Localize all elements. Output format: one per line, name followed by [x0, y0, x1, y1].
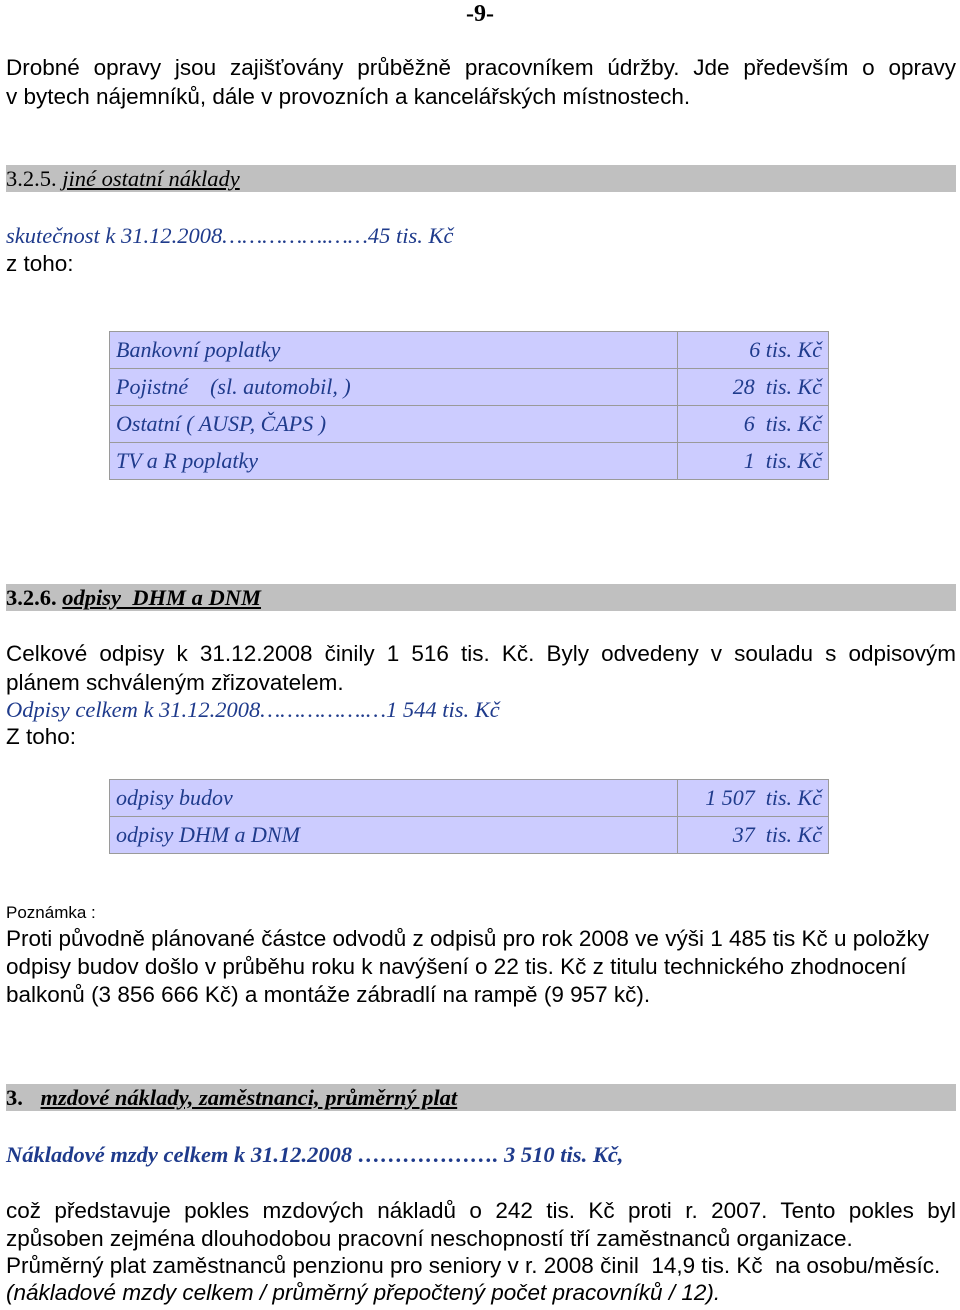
- intro-line-2: v bytech nájemníků, dále v provozních a kancelářských místnostech.: [6, 84, 691, 109]
- section-326-line-1: Celkové odpisy k 31.12.2008 činily 1 516 tis. Kč. Byly odvedeny v souladu s odpisovým: [6, 641, 956, 666]
- section-3-summary: Nákladové mzdy celkem k 31.12.2008 ………………. 3 510 tis. Kč,: [6, 1142, 624, 1167]
- row-value: 6 tis. Kč: [678, 406, 829, 443]
- section-326-number: 3.2.6.: [6, 585, 57, 610]
- section-325-summary: skutečnost k 31.12.2008…………….……45 tis. Kč: [6, 223, 454, 248]
- table-row: [110, 369, 829, 406]
- row-label: Bankovní poplatky: [110, 332, 678, 369]
- note-label: Poznámka :: [6, 903, 96, 922]
- table-row: [110, 817, 829, 854]
- section-326-summary: Odpisy celkem k 31.12.2008…………….…1 544 tis. Kč: [6, 697, 500, 722]
- section-3-line-4: (nákladové mzdy celkem / průměrný přepočtený počet pracovníků / 12).: [6, 1280, 721, 1305]
- row-label: Pojistné (sl. automobil, ): [110, 369, 678, 406]
- section-3-number: 3.: [6, 1085, 23, 1110]
- row-value: 28 tis. Kč: [678, 369, 829, 406]
- table-row: [110, 406, 829, 443]
- section-326-line-2: plánem schváleným zřizovatelem.: [6, 670, 344, 695]
- row-label: TV a R poplatky: [110, 443, 678, 480]
- table-row: [110, 780, 829, 817]
- table-row: [110, 332, 829, 369]
- page-number: -9-: [466, 1, 494, 27]
- row-value: 1 tis. Kč: [678, 443, 829, 480]
- note-line-2: odpisy budov došlo v průběhu roku k navýšení o 22 tis. Kč z titulu technického zhodnocení: [6, 954, 907, 979]
- row-label: odpisy DHM a DNM: [110, 817, 678, 854]
- section-326-table: [109, 779, 829, 854]
- note-line-1: Proti původně plánované částce odvodů z odpisů pro rok 2008 ve výši 1 485 tis Kč u položky: [6, 926, 930, 951]
- section-326-title: odpisy DHM a DNM: [62, 585, 262, 610]
- table-row: [110, 443, 829, 480]
- section-326-ztoho: Z toho:: [6, 724, 77, 749]
- row-value: 37 tis. Kč: [678, 817, 829, 854]
- section-325-number: 3.2.5.: [6, 166, 57, 191]
- row-label: odpisy budov: [110, 780, 678, 817]
- section-325-ztoho: z toho:: [6, 251, 74, 276]
- section-3-title: mzdové náklady, zaměstnanci, průměrný plat: [40, 1085, 458, 1110]
- row-label: Ostatní ( AUSP, ČAPS ): [110, 406, 678, 443]
- section-325-title: jiné ostatní náklady: [62, 166, 240, 191]
- row-value: 1 507 tis. Kč: [678, 780, 829, 817]
- section-3-line-1: což představuje pokles mzdových nákladů o 242 tis. Kč proti r. 2007. Tento pokles byl: [6, 1198, 956, 1223]
- section-3-line-2: způsoben zejména dlouhodobou pracovní neschopností tří zaměstnanců organizace.: [6, 1226, 853, 1251]
- row-value: 6 tis. Kč: [678, 332, 829, 369]
- note-line-3: balkonů (3 856 666 Kč) a montáže zábradlí na rampě (9 957 kč).: [6, 982, 651, 1007]
- section-326-heading: [6, 584, 956, 611]
- section-325-heading: [6, 165, 956, 192]
- section-3-line-3: Průměrný plat zaměstnanců penzionu pro seniory v r. 2008 činil 14,9 tis. Kč na osobu/měsíc.: [6, 1253, 941, 1278]
- section-3-heading: [6, 1084, 956, 1111]
- intro-line-1: Drobné opravy jsou zajišťovány průběžně pracovníkem údržby. Jde především o opravy: [6, 55, 956, 80]
- section-325-table: [109, 331, 829, 480]
